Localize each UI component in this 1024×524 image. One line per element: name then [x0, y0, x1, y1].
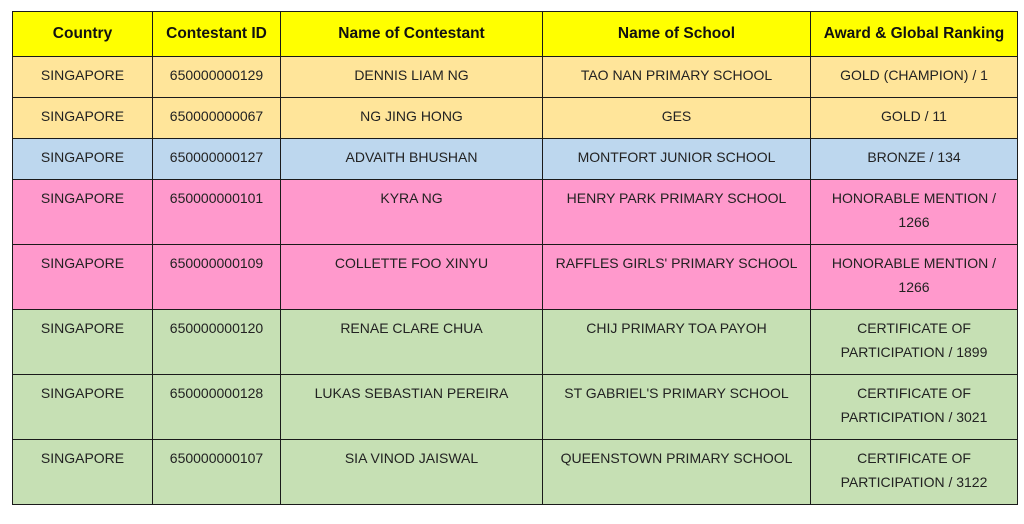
school-name-cell: ST GABRIEL'S PRIMARY SCHOOL: [543, 375, 811, 440]
contestant-id-cell: 650000000129: [153, 57, 281, 98]
contestant-id-cell: 650000000128: [153, 375, 281, 440]
school-name-cell: TAO NAN PRIMARY SCHOOL: [543, 57, 811, 98]
award-ranking-cell: HONORABLE MENTION / 1266: [811, 180, 1018, 245]
contestant-name-cell: DENNIS LIAM NG: [281, 57, 543, 98]
table-row: [13, 245, 1018, 310]
contestant-id-cell: 650000000107: [153, 440, 281, 505]
header-country: Country: [13, 12, 153, 57]
contestant-name-cell: ADVAITH BHUSHAN: [281, 139, 543, 180]
country-cell: SINGAPORE: [13, 440, 153, 505]
table-row: [13, 98, 1018, 139]
header-row: [13, 12, 1018, 57]
contestant-name-cell: RENAE CLARE CHUA: [281, 310, 543, 375]
school-name-cell: GES: [543, 98, 811, 139]
award-ranking-cell: CERTIFICATE OF PARTICIPATION / 1899: [811, 310, 1018, 375]
award-ranking-cell: GOLD / 11: [811, 98, 1018, 139]
award-ranking-cell: BRONZE / 134: [811, 139, 1018, 180]
header-school-name: Name of School: [543, 12, 811, 57]
table-row: [13, 57, 1018, 98]
school-name-cell: RAFFLES GIRLS' PRIMARY SCHOOL: [543, 245, 811, 310]
table-row: [13, 139, 1018, 180]
award-ranking-cell: GOLD (CHAMPION) / 1: [811, 57, 1018, 98]
results-table: [12, 11, 1018, 505]
award-ranking-cell: CERTIFICATE OF PARTICIPATION / 3021: [811, 375, 1018, 440]
contestant-name-cell: LUKAS SEBASTIAN PEREIRA: [281, 375, 543, 440]
contestant-id-cell: 650000000109: [153, 245, 281, 310]
country-cell: SINGAPORE: [13, 180, 153, 245]
header-award-ranking: Award & Global Ranking: [811, 12, 1018, 57]
table-row: [13, 440, 1018, 505]
header-contestant-name: Name of Contestant: [281, 12, 543, 57]
table-row: [13, 310, 1018, 375]
contestant-id-cell: 650000000067: [153, 98, 281, 139]
contestant-id-cell: 650000000127: [153, 139, 281, 180]
contestant-name-cell: NG JING HONG: [281, 98, 543, 139]
country-cell: SINGAPORE: [13, 98, 153, 139]
contestant-name-cell: COLLETTE FOO XINYU: [281, 245, 543, 310]
country-cell: SINGAPORE: [13, 139, 153, 180]
contestant-name-cell: SIA VINOD JAISWAL: [281, 440, 543, 505]
contestant-id-cell: 650000000120: [153, 310, 281, 375]
school-name-cell: QUEENSTOWN PRIMARY SCHOOL: [543, 440, 811, 505]
table-row: [13, 180, 1018, 245]
country-cell: SINGAPORE: [13, 375, 153, 440]
header-contestant-id: Contestant ID: [153, 12, 281, 57]
school-name-cell: CHIJ PRIMARY TOA PAYOH: [543, 310, 811, 375]
country-cell: SINGAPORE: [13, 245, 153, 310]
contestant-name-cell: KYRA NG: [281, 180, 543, 245]
award-ranking-cell: CERTIFICATE OF PARTICIPATION / 3122: [811, 440, 1018, 505]
country-cell: SINGAPORE: [13, 310, 153, 375]
school-name-cell: HENRY PARK PRIMARY SCHOOL: [543, 180, 811, 245]
country-cell: SINGAPORE: [13, 57, 153, 98]
table-row: [13, 375, 1018, 440]
contestant-id-cell: 650000000101: [153, 180, 281, 245]
school-name-cell: MONTFORT JUNIOR SCHOOL: [543, 139, 811, 180]
award-ranking-cell: HONORABLE MENTION / 1266: [811, 245, 1018, 310]
